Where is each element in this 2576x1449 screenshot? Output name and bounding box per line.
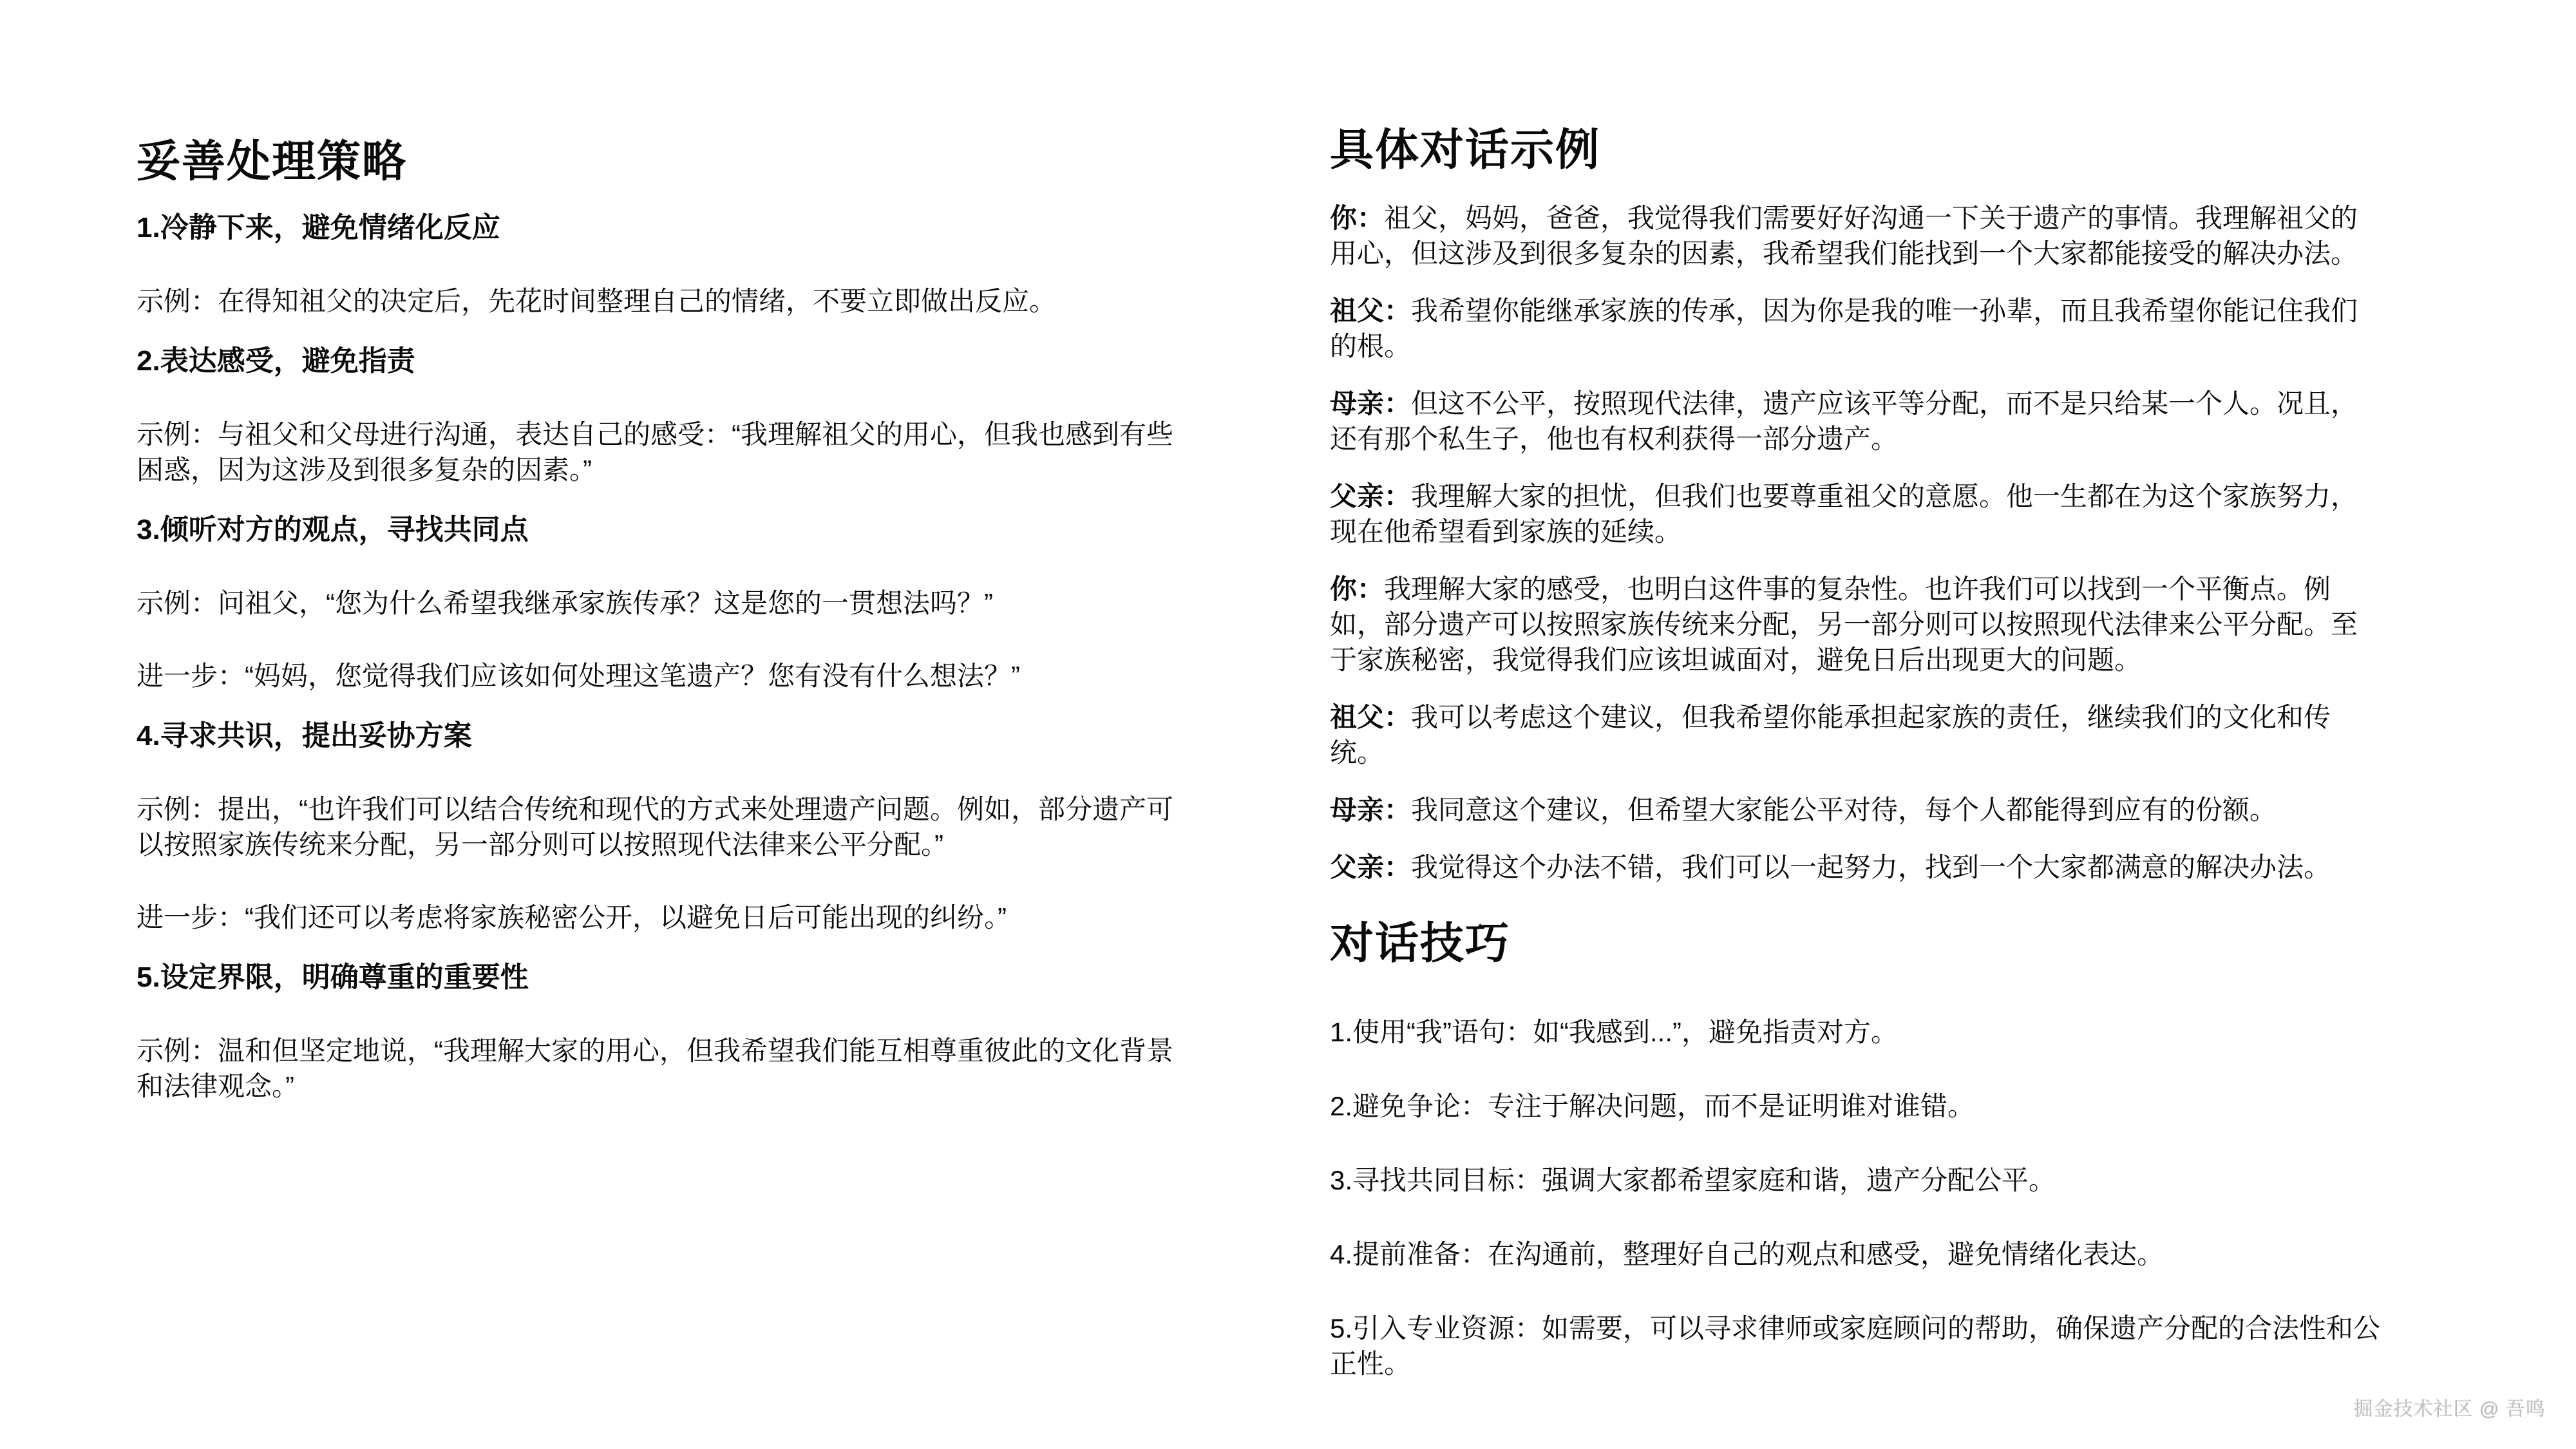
strategy-heading-5: 5.设定界限，明确尊重的重要性 — [137, 961, 529, 993]
tip-item-5: 5.引入专业资源：如需要，可以寻求律师或家庭顾问的帮助，确保遗产分配的合法性和公正性。 — [1330, 1313, 2381, 1379]
tip-item-1: 1.使用“我”语句：如“我感到...”，避免指责对方。 — [1330, 1017, 1898, 1047]
speaker-label: 祖父： — [1330, 296, 1412, 326]
strategy-followup-4: 进一步：“我们还可以考虑将家族秘密公开，以避免日后可能出现的纠纷。” — [137, 902, 1007, 933]
dialogue-text: 但这不公平，按照现代法律，遗产应该平等分配，而不是只给某一个人。况且，还有那个私生子，他也有权利获得一部分遗产。 — [1330, 388, 2358, 454]
tip-item-3: 3.寻找共同目标：强调大家都希望家庭和谐，遗产分配公平。 — [1330, 1165, 2056, 1195]
strategy-example-5: 示例：温和但坚定地说，“我理解大家的用心，但我希望我们能互相尊重彼此的文化背景和法律观念。” — [137, 1036, 1173, 1101]
speaker-label: 母亲： — [1330, 388, 1412, 419]
dialogue-line — [1330, 849, 2383, 885]
dialogue-section-title: 具体对话示例 — [1330, 126, 1601, 175]
dialogue-line — [1330, 699, 2383, 770]
strategy-section-title: 妥善处理策略 — [137, 137, 408, 186]
dialogue-line — [1330, 200, 2383, 271]
tip-item-2: 2.避免争论：专注于解决问题，而不是证明谁对谁错。 — [1330, 1091, 1975, 1121]
strategy-heading-1: 1.冷静下来，避免情绪化反应 — [137, 212, 500, 243]
strategy-heading-2: 2.表达感受，避免指责 — [137, 345, 415, 377]
tips-section-title: 对话技巧 — [1330, 919, 1511, 968]
watermark: 掘金技术社区 @ 吾鸣 — [2353, 1399, 2546, 1420]
strategy-heading-4: 4.寻求共识，提出妥协方案 — [137, 720, 472, 752]
strategy-followup-3: 进一步：“妈妈，您觉得我们应该如何处理这笔遗产？您有没有什么想法？” — [137, 661, 1020, 691]
dialogue-line — [1330, 792, 2383, 828]
dialogue-column — [1330, 126, 2383, 1381]
strategy-example-4: 示例：提出，“也许我们可以结合传统和现代的方式来处理遗产问题。例如，部分遗产可以按照家族传统来分配，另一部分则可以按照现代法律来公平分配。” — [137, 794, 1173, 860]
speaker-label: 祖父： — [1330, 702, 1412, 732]
dialogue-text: 我同意这个建议，但希望大家能公平对待，每个人都能得到应有的份额。 — [1411, 795, 2277, 825]
speaker-label: 你： — [1330, 203, 1385, 233]
dialogue-line — [1330, 386, 2383, 457]
dialogue-line — [1330, 478, 2383, 549]
tip-item-4: 4.提前准备：在沟通前，整理好自己的观点和感受，避免情绪化表达。 — [1330, 1239, 2164, 1269]
speaker-label: 父亲： — [1330, 481, 1412, 511]
speaker-label: 你： — [1330, 574, 1385, 604]
dialogue-text: 我理解大家的担忧，但我们也要尊重祖父的意愿。他一生都在为这个家族努力，现在他希望看到家族的延续。 — [1330, 481, 2358, 547]
strategy-heading-3: 3.倾听对方的观点，寻找共同点 — [137, 514, 529, 545]
dialogue-text: 我理解大家的感受，也明白这件事的复杂性。也许我们可以找到一个平衡点。例如，部分遗产可以按照家族传统来分配，另一部分则可以按照现代法律来公平分配。至于家族秘密，我觉得我们应该坦诚面对，避免日后出现更大的问题。 — [1330, 574, 2358, 675]
strategy-example-1: 示例：在得知祖父的决定后，先花时间整理自己的情绪，不要立即做出反应。 — [137, 286, 1057, 316]
dialogue-text: 祖父，妈妈，爸爸，我觉得我们需要好好沟通一下关于遗产的事情。我理解祖父的用心，但这涉及到很多复杂的因素，我希望我们能找到一个大家都能接受的解决办法。 — [1330, 203, 2358, 269]
dialogue-line — [1330, 571, 2383, 677]
speaker-label: 母亲： — [1330, 795, 1412, 825]
strategy-example-2: 示例：与祖父和父母进行沟通，表达自己的感受：“我理解祖父的用心，但我也感到有些困惑，因为这涉及到很多复杂的因素。” — [137, 419, 1173, 485]
dialogue-text: 我希望你能继承家族的传承，因为你是我的唯一孙辈，而且我希望你能记住我们的根。 — [1330, 296, 2358, 361]
dialogue-text: 我觉得这个办法不错，我们可以一起努力，找到一个大家都满意的解决办法。 — [1411, 852, 2331, 882]
dialogue-text: 我可以考虑这个建议，但我希望你能承担起家族的责任，继续我们的文化和传统。 — [1330, 702, 2331, 768]
dialogue-line — [1330, 293, 2383, 364]
strategy-column — [137, 138, 1175, 1104]
strategy-example-3: 示例：问祖父，“您为什么希望我继承家族传承？这是您的一贯想法吗？” — [137, 588, 993, 618]
speaker-label: 父亲： — [1330, 852, 1412, 882]
